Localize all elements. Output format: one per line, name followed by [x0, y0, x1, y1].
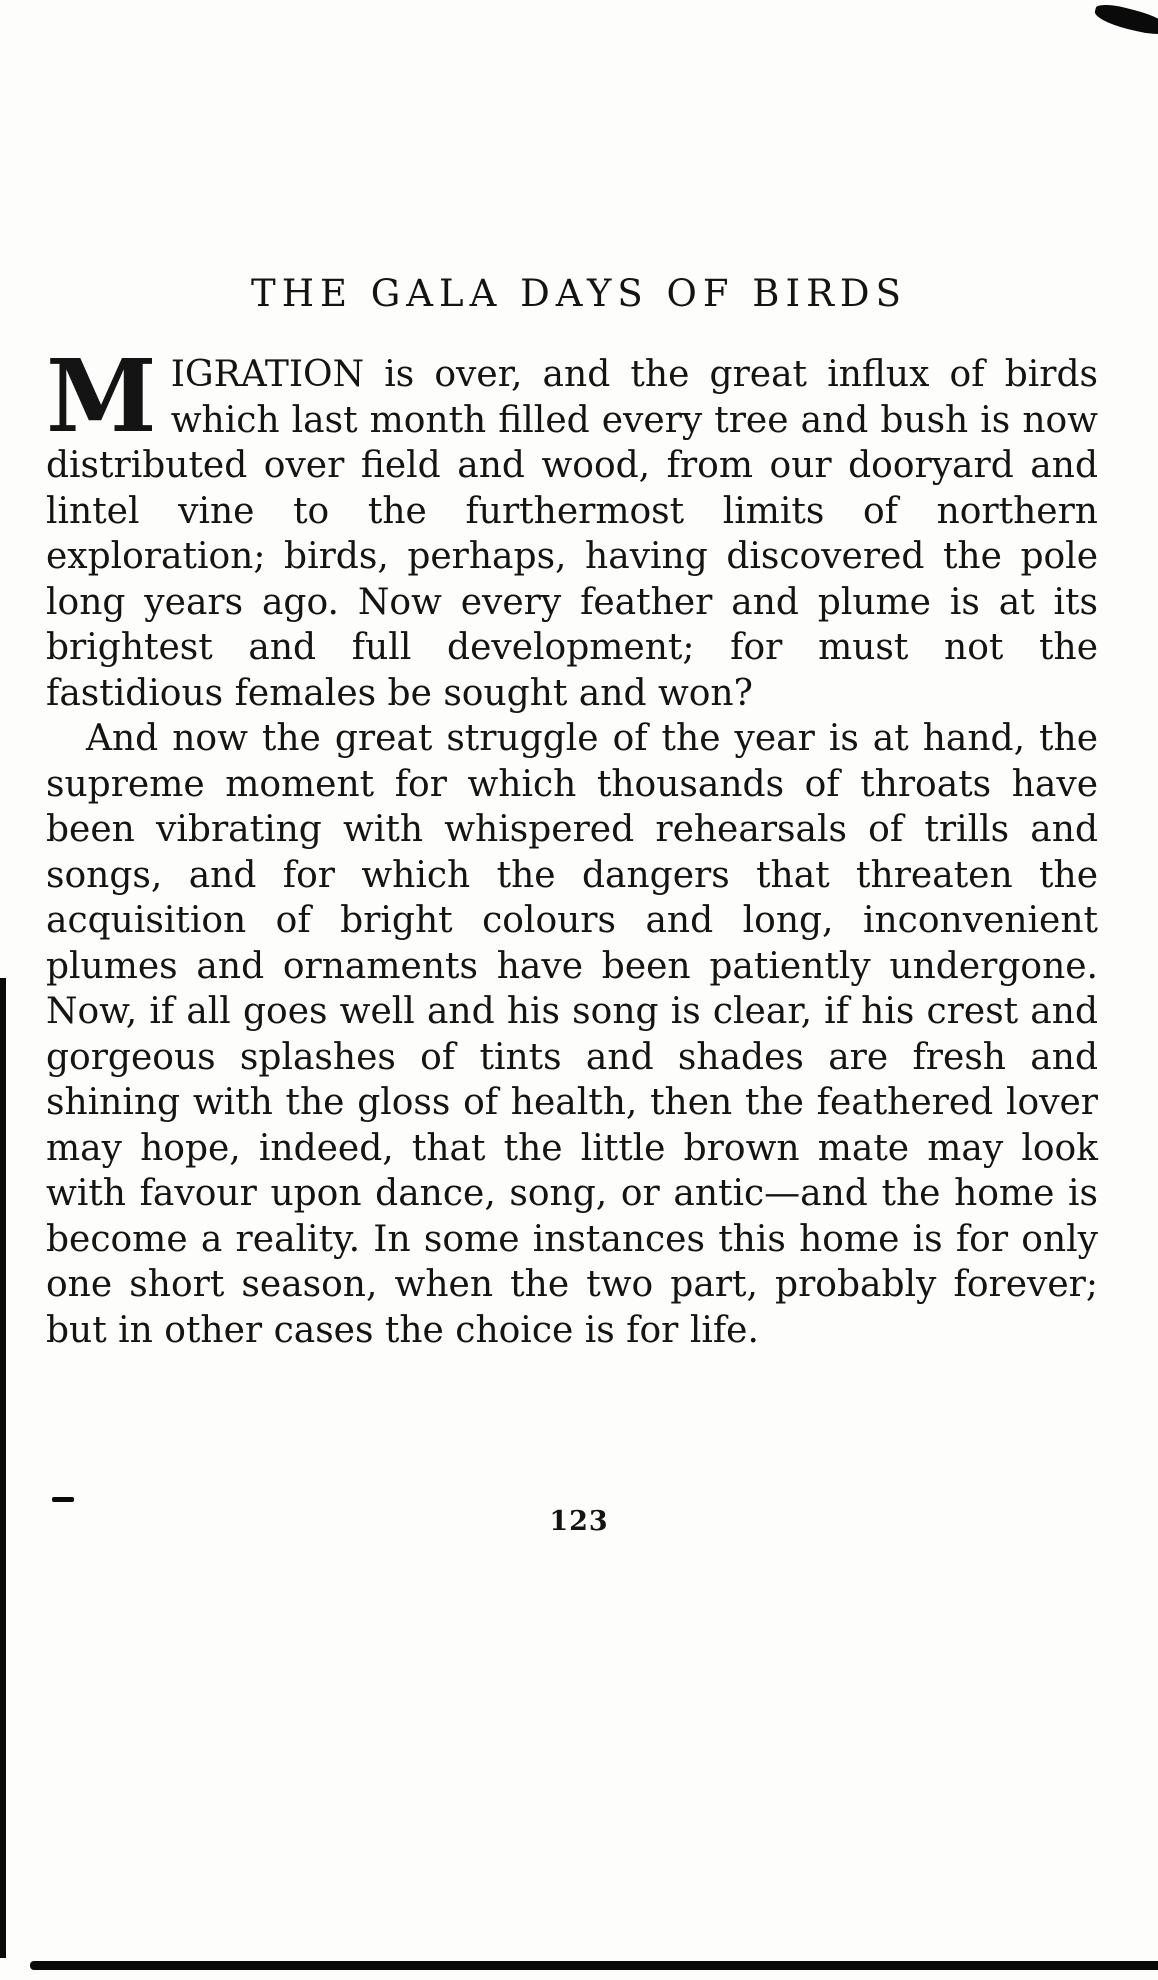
scan-artifact-smudge	[52, 1497, 74, 1502]
paragraph-1	[46, 337, 1098, 716]
page-number: 123	[549, 1506, 609, 1537]
scan-artifact-left-edge	[0, 978, 6, 1958]
paragraph-1-text: IGRATION is over, and the great influx of birds which last month filled every tree and bush is now distributed over field and wood, from our dooryard and lintel vine to the furthermost limits of northern exploration; birds, perhaps, having discovered the pole long years ago. Now every feather and plume is at its brightest and full development; for must not the fastidious females be sought and won?	[46, 354, 1098, 714]
scan-artifact-top-right	[1093, 1, 1158, 39]
drop-cap: M	[46, 337, 157, 455]
paragraph-2	[46, 716, 1098, 1353]
chapter-title: THE GALA DAYS OF BIRDS	[251, 272, 907, 315]
scan-artifact-bottom-edge	[30, 1961, 1158, 1970]
body-text-block	[46, 337, 1098, 1353]
paragraph-2-text: And now the great struggle of the year is at hand, the supreme moment for which thousands of throats have been vibrating with whispered rehearsals of trills and songs, and for which the dangers that threaten the acquisition of bright colours and long, inconvenient plumes and ornaments have been patiently undergone. Now, if all goes well and his song is clear, if his crest and gorgeous splashes of tints and shades are fresh and shining with the gloss of health, then the feathered lover may hope, indeed, that the little brown mate may look with favour upon dance, song, or antic—and the home is become a reality. In some instances this home is for only one short season, when the two part, probably forever; but in other cases the choice is for life.	[46, 718, 1098, 1351]
